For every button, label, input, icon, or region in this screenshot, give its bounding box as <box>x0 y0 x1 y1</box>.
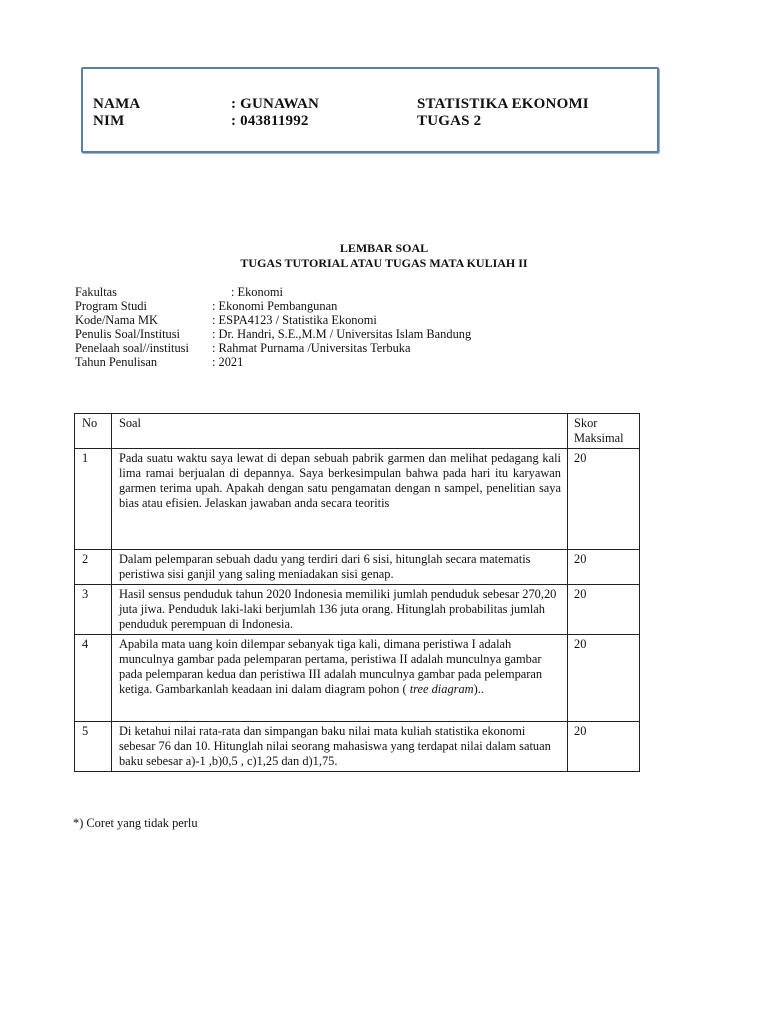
row-question: Di ketahui nilai rata-rata dan simpangan baku nilai mata kuliah statistika ekonomi sebesar 76 dan 10. Hitunglah nilai seorang mahasiswa yang terdapat nilai dalam satuan baku sebesar a)-1 ,b)0,5 , c)1,25 dan d)1,75. <box>111 722 567 772</box>
table-row <box>75 722 640 772</box>
row-no: 2 <box>75 550 112 585</box>
document-subtitle: TUGAS TUTORIAL ATAU TUGAS MATA KULIAH II <box>240 256 528 270</box>
nama-label: NAMA <box>93 96 141 112</box>
header-skor-line2: Maksimal <box>574 431 624 445</box>
row-question: Dalam pelemparan sebuah dadu yang terdiri dari 6 sisi, hitunglah secara matematis peristiwa sisi ganjil yang saling meniadakan sisi genap. <box>111 550 567 585</box>
info-label-program-studi: Program Studi <box>75 299 147 313</box>
row-question <box>111 635 567 722</box>
task-name: TUGAS 2 <box>417 113 482 129</box>
header-skor <box>568 414 640 449</box>
nim-label: NIM <box>93 113 125 129</box>
table-row <box>75 585 640 635</box>
student-info-box <box>81 67 659 153</box>
info-value-penelaah: : Rahmat Purnama /Universitas Terbuka <box>212 341 411 355</box>
row-question-italic: tree diagram <box>406 682 474 696</box>
header-skor-line1: Skor <box>574 416 598 430</box>
footnote: *) Coret yang tidak perlu <box>73 816 198 830</box>
row-no: 1 <box>75 449 112 550</box>
row-question: Pada suatu waktu saya lewat di depan sebuah pabrik garmen dan melihat pedagang kali lima ramai berjualan di depannya. Saya berkesimpulan bahwa pada hari itu karyawan garmen terima upah. Apakah dengan satu pengamatan dengan n sampel, penelitian saya bias atau efisien. Jelaskan jawaban anda secara teoritis <box>111 449 567 550</box>
row-score: 20 <box>568 585 640 635</box>
table-header-row <box>75 414 640 449</box>
info-value-penulis: : Dr. Handri, S.E.,M.M / Universitas Islam Bandung <box>212 327 472 341</box>
header-soal: Soal <box>111 414 567 449</box>
row-question-main: Apabila mata uang koin dilempar sebanyak tiga kali, dimana peristiwa I adalah munculnya gambar pada pelemparan pertama, peristiwa II adalah munculnya gambar pada pelemparan kedua dan peristiwa III adalah munculnya gambar pada pelemparan ketiga. Gambarkanlah keadaan ini dalam diagram pohon ( <box>118 637 543 696</box>
nama-value: : GUNAWAN <box>231 96 320 112</box>
info-value-tahun: : 2021 <box>212 355 244 369</box>
table-row <box>75 449 640 550</box>
row-score: 20 <box>568 722 640 772</box>
course-name: STATISTIKA EKONOMI <box>417 96 589 112</box>
info-value-kode-mk: : ESPA4123 / Statistika Ekonomi <box>212 313 377 327</box>
row-no: 3 <box>75 585 112 635</box>
info-label-fakultas: Fakultas <box>75 285 117 299</box>
row-no: 4 <box>75 635 112 722</box>
row-question: Hasil sensus penduduk tahun 2020 Indonesia memiliki jumlah penduduk sebesar 270,20 juta jiwa. Penduduk laki-laki berjumlah 136 juta orang. Hitunglah probabilitas jumlah penduduk perempuan di Indonesia. <box>111 585 567 635</box>
question-table <box>74 413 640 772</box>
table-row <box>75 635 640 722</box>
header-no: No <box>75 414 112 449</box>
row-score: 20 <box>568 635 640 722</box>
info-value-program-studi: : Ekonomi Pembangunan <box>212 299 338 313</box>
row-score: 20 <box>568 449 640 550</box>
info-label-tahun: Tahun Penulisan <box>75 355 158 369</box>
document-title: LEMBAR SOAL <box>339 241 429 255</box>
table-row <box>75 550 640 585</box>
row-question-tail: ).. <box>473 682 484 696</box>
row-score: 20 <box>568 550 640 585</box>
info-value-fakultas: : Ekonomi <box>231 285 283 299</box>
info-label-penulis: Penulis Soal/Institusi <box>75 327 180 341</box>
nim-value: : 043811992 <box>231 113 309 129</box>
row-no: 5 <box>75 722 112 772</box>
info-label-penelaah: Penelaah soal//institusi <box>75 341 189 355</box>
info-label-kode-mk: Kode/Nama MK <box>75 313 158 327</box>
